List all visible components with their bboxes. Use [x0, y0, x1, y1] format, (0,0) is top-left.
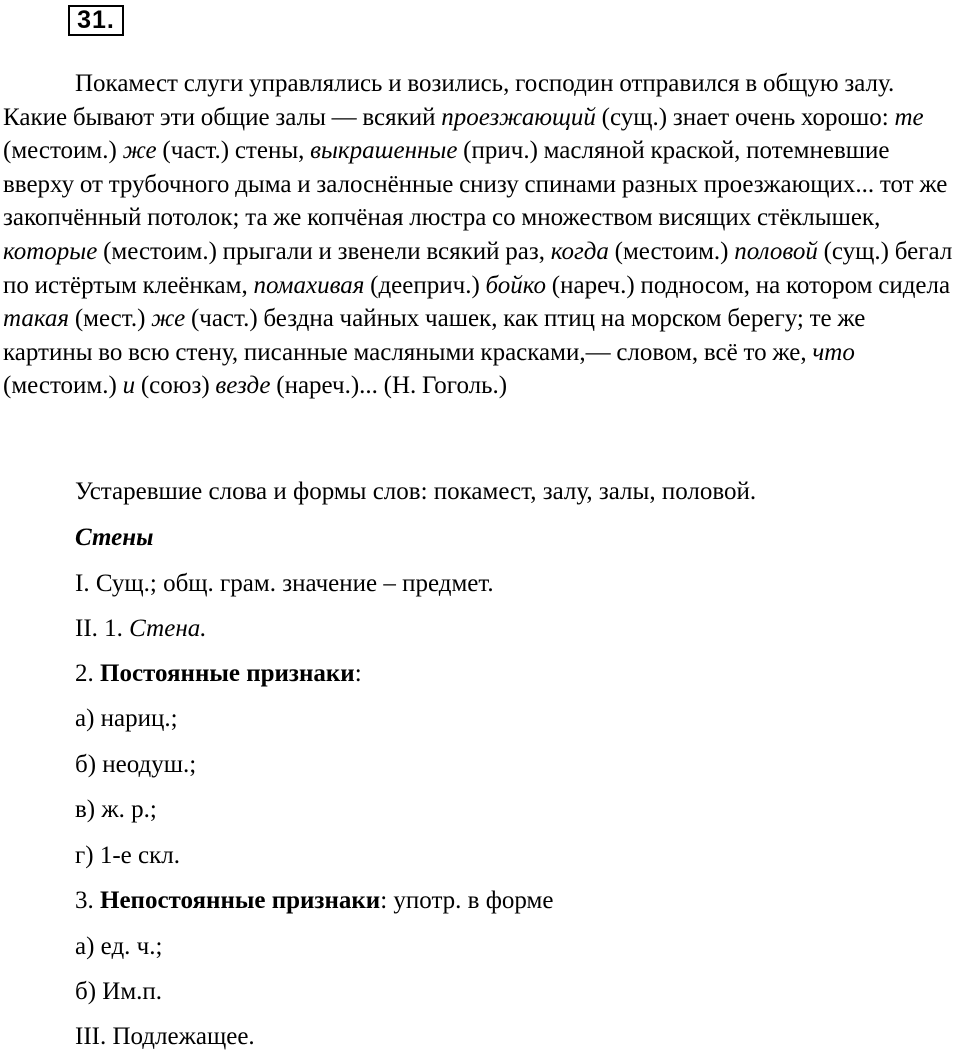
obsolete-words-note: Устаревшие слова и формы слов: покамест, залу, залы, половой.: [75, 478, 757, 505]
analyzed-word-italic: те: [894, 103, 924, 131]
variable-item-a: а) ед. ч.;: [75, 933, 163, 960]
variable-features-label: Непостоянные признаки: [100, 887, 381, 914]
variable-features-rest: : употр. в форме: [380, 887, 554, 914]
passage-text: (местоим.): [3, 372, 123, 400]
analyzed-word-italic: которые: [3, 237, 98, 265]
analyzed-word-italic: такая: [3, 305, 70, 333]
initial-form-word: Стена.: [129, 615, 207, 642]
part-two-initial-form: [75, 614, 207, 644]
analyzed-word-heading: [75, 523, 153, 553]
analyzed-word-italic: выкрашенные: [310, 137, 458, 165]
passage-text: (местоим.): [3, 137, 123, 165]
feature-item-a: а) нариц.;: [75, 705, 178, 732]
passage-text: (нареч.) подносом, на котором сидела: [546, 271, 951, 299]
constant-features-label: Постоянные признаки: [100, 660, 355, 687]
passage-text: (местоим.): [608, 237, 735, 265]
constant-features-heading: [75, 659, 362, 689]
passage-text: (нареч.)... (Н. Гоголь.): [270, 372, 508, 400]
passage-text: (сущ.) знает очень хорошо:: [595, 103, 895, 131]
analyzed-word-italic: же: [122, 137, 157, 165]
analyzed-word-italic: бойко: [485, 271, 547, 299]
part-three: III. Подлежащее.: [75, 1023, 255, 1050]
analyzed-word-italic: что: [812, 338, 855, 366]
passage-text: (мест.): [69, 305, 152, 333]
variable-item-b: б) Им.п.: [75, 978, 163, 1005]
passage-text: (сущ.) бегал по истёртым клеёнкам,: [3, 237, 953, 299]
exercise-number-box: 31.: [68, 5, 124, 36]
analyzed-word-italic: и: [122, 372, 136, 400]
part-one: I. Сущ.; общ. грам. значение – предмет.: [75, 570, 494, 597]
feature-item-b: б) неодуш.;: [75, 751, 197, 778]
constant-features-colon: :: [354, 660, 362, 687]
variable-features-number: 3.: [75, 887, 100, 914]
feature-item-v: в) ж. р.;: [75, 796, 157, 823]
literary-passage: [3, 67, 957, 403]
passage-text: (союз): [135, 372, 216, 400]
analyzed-word-italic: помахивая: [253, 271, 365, 299]
analyzed-word-italic: половой: [734, 237, 818, 265]
passage-text: (дееприч.): [364, 271, 486, 299]
constant-features-number: 2.: [75, 660, 100, 687]
analyzed-word: Стены: [75, 524, 154, 551]
analyzed-word-italic: везде: [215, 372, 271, 400]
part-two-prefix: II. 1.: [75, 615, 130, 642]
feature-item-g: г) 1-е скл.: [75, 842, 180, 869]
passage-text: (част.) бездна чайных чашек, как птиц на морском берегу; те же картины во всю стену, писанные масляными красками,— словом, всё то же,: [3, 305, 866, 366]
variable-features-heading: [75, 886, 553, 916]
analyzed-word-italic: проезжающий: [441, 103, 596, 131]
analyzed-word-italic: когда: [550, 237, 609, 265]
passage-text: Покамест слуги управлялись и возились, господин отправился в общую залу. Какие бывают эти общие залы — всякий: [3, 70, 895, 131]
passage-text: (прич.) масляной краской, потемневшие вверху от трубочного дыма и залоснённые снизу спинами разных проезжающих... тот же закопчённый потолок; та же копчёная люстра со множеством висящих стёклышек,: [3, 137, 948, 232]
passage-text: (местоим.) прыгали и звенели всякий раз,: [97, 237, 551, 265]
passage-text: (част.) стены,: [156, 137, 311, 165]
analyzed-word-italic: же: [151, 305, 186, 333]
